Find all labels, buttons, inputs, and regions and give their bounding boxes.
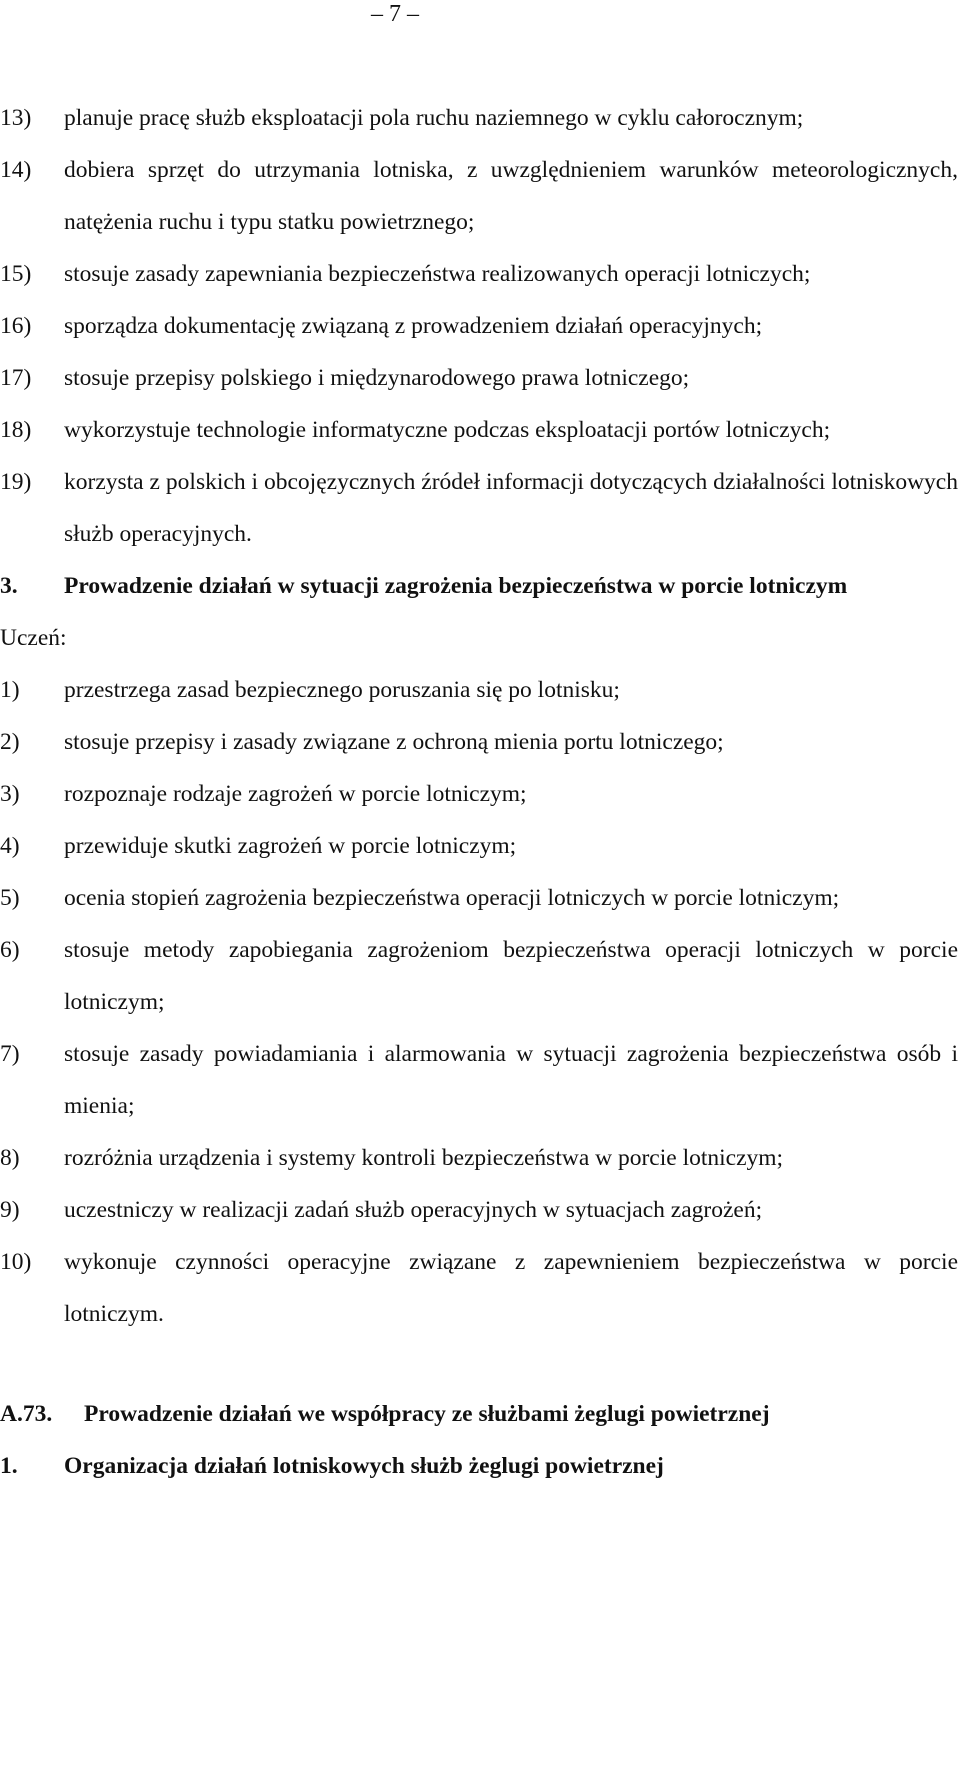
section-heading [0,1440,958,1492]
section-title: Prowadzenie działań w sytuacji zagrożenia bezpieczeństwa w porcie lotniczym [64,573,848,599]
item-number: 2) [0,729,20,755]
item-text: stosuje zasady zapewniania bezpieczeństwa realizowanych operacji lotniczych; [64,261,811,287]
item-text: dobiera sprzęt do utrzymania lotniska, z uwzględnieniem warunków meteorologicznych, natężenia ruchu i typu statku powietrznego; [64,157,958,235]
item-number: 6) [0,937,20,963]
item-number: 5) [0,885,20,911]
item-number: 17) [0,365,32,391]
list-item [0,1236,958,1340]
item-text: korzysta z polskich i obcojęzycznych źródeł informacji dotyczących działalności lotniskowych służb operacyjnych. [64,469,958,547]
item-text: planuje pracę służb eksploatacji pola ruchu naziemnego w cyklu całorocznym; [64,105,804,131]
list-item [0,300,958,352]
list-item [0,1184,958,1236]
item-number: 16) [0,313,32,339]
item-text: wykorzystuje technologie informatyczne podczas eksploatacji portów lotniczych; [64,417,831,443]
list-item [0,768,958,820]
list-item [0,716,958,768]
list-item [0,924,958,1028]
list-item [0,248,958,300]
item-text: sporządza dokumentację związaną z prowadzeniem działań operacyjnych; [64,313,763,339]
item-number: 3) [0,781,20,807]
section-gap [0,1340,958,1388]
list-item [0,1028,958,1132]
item-text: przestrzega zasad bezpiecznego poruszania się po lotnisku; [64,677,620,703]
module-title: Prowadzenie działań we współpracy ze służbami żeglugi powietrznej [84,1401,770,1427]
list-item [0,664,958,716]
item-text: stosuje przepisy i zasady związane z ochroną mienia portu lotniczego; [64,729,724,755]
list-item [0,456,958,560]
item-text: uczestniczy w realizacji zadań służb operacyjnych w sytuacjach zagrożeń; [64,1197,763,1223]
item-number: 15) [0,261,32,287]
list-item [0,92,958,144]
item-text: rozpoznaje rodzaje zagrożeń w porcie lotniczym; [64,781,527,807]
list-item [0,820,958,872]
item-text: stosuje zasady powiadamiania i alarmowania w sytuacji zagrożenia bezpieczeństwa osób i mienia; [64,1041,958,1119]
item-number: 10) [0,1249,32,1275]
item-number: 19) [0,469,32,495]
section-number: 3. [0,573,18,599]
list-item [0,1132,958,1184]
item-text: wykonuje czynności operacyjne związane z zapewnieniem bezpieczeństwa w porcie lotniczym. [64,1249,958,1327]
item-text: stosuje metody zapobiegania zagrożeniom bezpieczeństwa operacji lotniczych w porcie lotniczym; [64,937,958,1015]
item-text: ocenia stopień zagrożenia bezpieczeństwa operacji lotniczych w porcie lotniczym; [64,885,840,911]
item-text: rozróżnia urządzenia i systemy kontroli bezpieczeństwa w porcie lotniczym; [64,1145,784,1171]
item-number: 9) [0,1197,20,1223]
item-number: 14) [0,157,32,183]
list-item [0,352,958,404]
uczen-label: Uczeń: [0,625,67,651]
module-heading [0,1388,958,1440]
page-number: – 7 – [371,1,419,27]
item-text: przewiduje skutki zagrożeń w porcie lotniczym; [64,833,517,859]
item-text: stosuje przepisy polskiego i międzynarodowego prawa lotniczego; [64,365,690,391]
list-item [0,872,958,924]
section-number: 1. [0,1453,18,1479]
item-number: 18) [0,417,32,443]
item-number: 4) [0,833,20,859]
list-item [0,144,958,248]
item-number: 13) [0,105,32,131]
section-title: Organizacja działań lotniskowych służb żeglugi powietrznej [64,1453,664,1479]
list-item [0,404,958,456]
section-heading [0,560,958,612]
item-number: 7) [0,1041,20,1067]
module-code: A.73. [0,1401,53,1427]
item-number: 1) [0,677,20,703]
list-a [0,92,958,1492]
item-number: 8) [0,1145,20,1171]
